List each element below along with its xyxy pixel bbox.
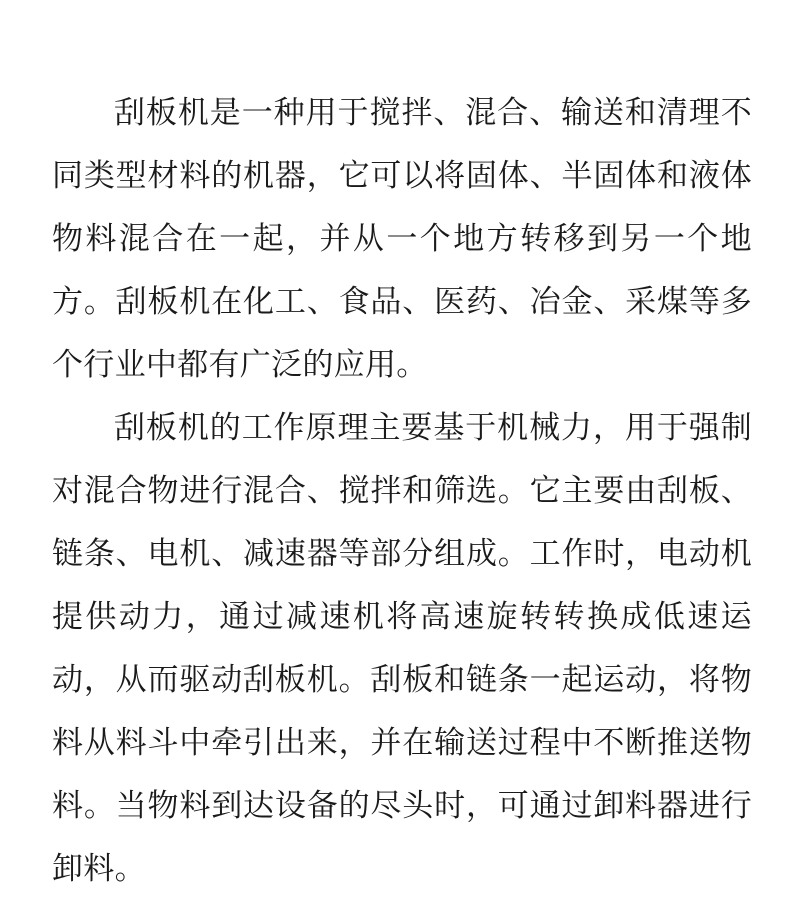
paragraph-working-principle: 刮板机的工作原理主要基于机械力，用于强制对混合物进行混合、搅拌和筛选。它主要由刮板、链条、电机、减速器等部分组成。工作时，电动机提供动力，通过减速机将高速旋转转换成低速运动，从而驱动刮板机。刮板和链条一起运动，将物料从料斗中牵引出来，并在输送过程中不断推送物料。当物料到达设备的尽头时，可通过卸料器进行卸料。 bbox=[52, 410, 752, 887]
paragraph-intro: 刮板机是一种用于搅拌、混合、输送和清理不同类型材料的机器，它可以将固体、半固体和液体物料混合在一起，并从一个地方转移到另一个地方。刮板机在化工、食品、医药、冶金、采煤等多个行业中都有广泛的应用。 bbox=[52, 95, 752, 383]
document-body bbox=[52, 82, 752, 901]
